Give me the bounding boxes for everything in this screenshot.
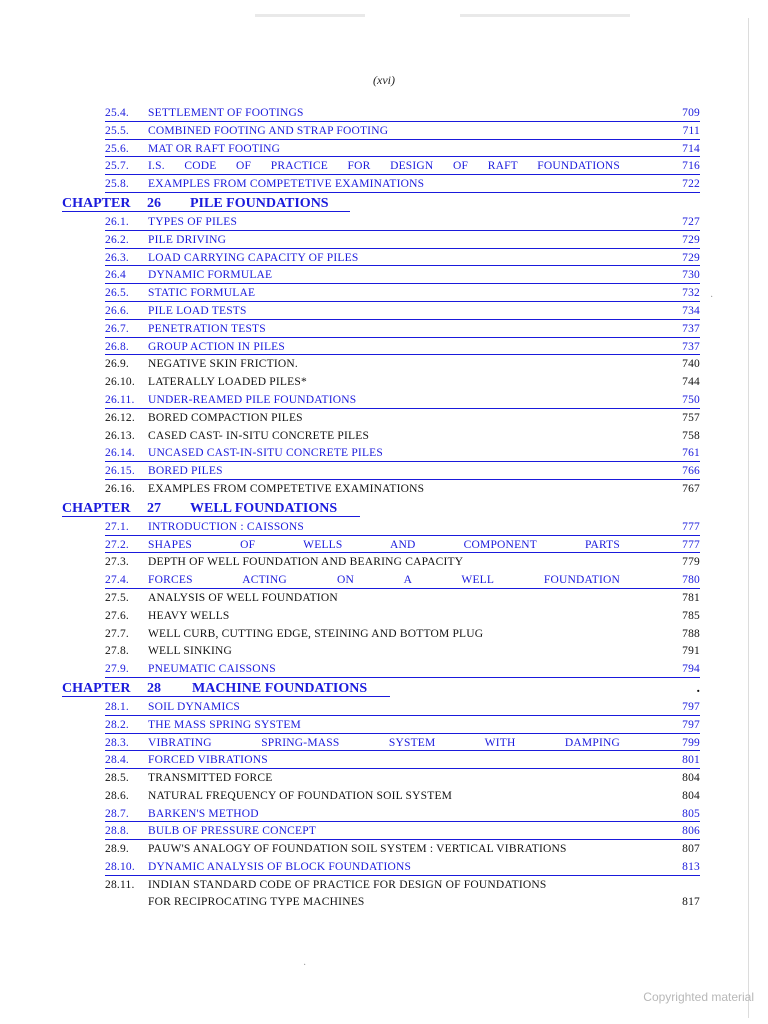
section-title: UNCASED CAST-IN-SITU CONCRETE PILES <box>148 447 383 460</box>
section-number: 28.11. <box>105 878 135 891</box>
section-number: 28.2. <box>105 718 129 731</box>
section-title: PNEUMATIC CAISSONS <box>148 663 276 676</box>
page-ref: 794 <box>682 663 700 676</box>
section-group-26 <box>0 214 768 499</box>
page-ref: 817 <box>682 895 700 908</box>
section-number: 27.7. <box>105 627 129 640</box>
section-number: 26.4 <box>105 269 126 282</box>
section-title: WELL CURB, CUTTING EDGE, STEINING AND BOTTOM PLUG <box>148 627 484 640</box>
scan-speck: · <box>710 292 714 303</box>
toc-link-item[interactable] <box>0 699 768 717</box>
toc-link-item[interactable] <box>0 806 768 824</box>
toc-link-item[interactable] <box>0 717 768 735</box>
toc-link-item[interactable] <box>0 537 768 555</box>
chapter-26-heading[interactable] <box>0 194 768 214</box>
toc-link-item[interactable] <box>0 303 768 321</box>
section-number: 26.15. <box>105 465 135 478</box>
section-title: EXAMPLES FROM COMPETETIVE EXAMINATIONS <box>148 178 425 191</box>
page-ref: 813 <box>682 861 700 874</box>
section-number: 28.5. <box>105 772 129 785</box>
page-ref: 729 <box>682 233 700 246</box>
page-ref: 711 <box>682 124 700 137</box>
section-title: WELL SINKING <box>148 645 233 658</box>
section-number: 27.5. <box>105 591 129 604</box>
section-number: 25.8. <box>105 178 129 191</box>
section-number: 26.8. <box>105 340 129 353</box>
toc-link-item[interactable] <box>0 823 768 841</box>
page-ref: 777 <box>682 538 700 551</box>
page-ref: 804 <box>682 789 700 802</box>
section-number: 26.16. <box>105 482 135 495</box>
section-title: SETTLEMENT OF FOOTINGS <box>148 107 304 119</box>
toc-link-item[interactable] <box>0 519 768 537</box>
page-ref: 780 <box>682 574 700 587</box>
toc-item <box>0 608 768 626</box>
page-ref: 734 <box>682 304 700 317</box>
section-number: 26.10. <box>105 376 135 389</box>
toc-item <box>0 770 768 788</box>
page-ref: 766 <box>682 465 700 478</box>
section-group-25 <box>0 105 768 194</box>
toc-link-item[interactable] <box>0 232 768 250</box>
section-title: THE MASS SPRING SYSTEM <box>148 718 301 731</box>
toc-item <box>0 590 768 608</box>
toc-link-item[interactable] <box>0 392 768 410</box>
section-title: LATERALLY LOADED PILES* <box>148 376 307 389</box>
section-number: 26.5. <box>105 287 129 300</box>
section-number: 26.9. <box>105 358 129 371</box>
section-number: 28.8. <box>105 825 129 838</box>
toc-link-item[interactable] <box>0 339 768 357</box>
chapter-number: 27 <box>147 500 161 516</box>
chapter-27-heading[interactable] <box>0 499 768 519</box>
section-number: 27.1. <box>105 520 129 533</box>
section-title: ANALYSIS OF WELL FOUNDATION <box>148 591 338 604</box>
copyright-watermark: Copyrighted material <box>643 990 754 1004</box>
chapter-number: 28 <box>147 680 161 696</box>
toc-link-item[interactable] <box>0 158 768 176</box>
section-number: 27.9. <box>105 663 129 676</box>
section-title: BORED PILES <box>148 465 223 478</box>
page-ref: 801 <box>682 754 700 767</box>
chapter-underline <box>62 516 360 517</box>
page-ref: 730 <box>682 269 700 282</box>
page-ref: 737 <box>682 340 700 353</box>
chapter-title: WELL FOUNDATIONS <box>190 500 338 516</box>
section-number: 26.11. <box>105 393 135 406</box>
page-number: (xvi) <box>373 73 395 87</box>
toc-item <box>0 626 768 644</box>
section-title: SHAPES OF WELLS AND COMPONENT PARTS <box>148 538 620 551</box>
page-ref: 804 <box>682 772 700 785</box>
toc-link-item[interactable] <box>0 141 768 159</box>
section-title: STATIC FORMULAE <box>148 287 256 300</box>
page-ref: 799 <box>682 736 700 749</box>
section-number: 28.6. <box>105 789 129 802</box>
section-number: 28.9. <box>105 843 129 856</box>
toc-link-item[interactable] <box>0 123 768 141</box>
section-title: MAT OR RAFT FOOTING <box>148 142 281 155</box>
section-title: DYNAMIC FORMULAE <box>148 269 273 282</box>
toc-link-item[interactable] <box>0 105 768 123</box>
toc-item <box>0 481 768 499</box>
toc-item <box>0 410 768 428</box>
section-title: UNDER-REAMED PILE FOUNDATIONS <box>148 393 357 406</box>
section-title: HEAVY WELLS <box>148 609 230 622</box>
chapter-underline <box>62 696 390 697</box>
chapter-title: PILE FOUNDATIONS <box>190 195 329 211</box>
section-number: 28.7. <box>105 807 129 820</box>
toc-link-item[interactable] <box>0 285 768 303</box>
page-ref: 767 <box>682 482 700 495</box>
section-title: SOIL DYNAMICS <box>148 700 240 713</box>
toc-item <box>0 374 768 392</box>
section-title: LOAD CARRYING CAPACITY OF PILES <box>148 251 359 264</box>
toc-item <box>0 841 768 859</box>
section-title: NATURAL FREQUENCY OF FOUNDATION SOIL SYSTEM <box>148 789 453 802</box>
toc-item <box>0 428 768 446</box>
section-title: INTRODUCTION : CAISSONS <box>148 520 305 533</box>
toc-link-item[interactable] <box>0 752 768 770</box>
toc-link-item[interactable] <box>0 214 768 232</box>
section-title: FORCES ACTING ON A WELL FOUNDATION <box>148 574 620 587</box>
toc-link-item[interactable] <box>0 250 768 268</box>
scan-smudge <box>460 14 630 17</box>
page-ref: 797 <box>682 718 700 731</box>
page-ref: 744 <box>682 376 700 389</box>
toc-item <box>0 788 768 806</box>
section-title: VIBRATING SPRING-MASS SYSTEM WITH DAMPING <box>148 736 620 749</box>
section-number: 27.8. <box>105 645 129 658</box>
page-ref: 761 <box>682 447 700 460</box>
section-number: 25.6. <box>105 142 129 155</box>
section-number: 28.4. <box>105 754 129 767</box>
section-number: 28.10. <box>105 861 135 874</box>
section-number: 27.2. <box>105 538 129 551</box>
page-ref: 729 <box>682 251 700 264</box>
section-number: 25.5. <box>105 124 129 137</box>
section-title-line: INDIAN STANDARD CODE OF PRACTICE FOR DESIGN OF FOUNDATIONS <box>148 878 547 891</box>
section-title: DEPTH OF WELL FOUNDATION AND BEARING CAPACITY <box>148 556 464 569</box>
page-ref: 740 <box>682 358 700 371</box>
page-ref: 785 <box>682 609 700 622</box>
toc-item <box>0 554 768 572</box>
toc-item <box>0 643 768 661</box>
toc-link-item[interactable] <box>0 463 768 481</box>
section-number: 26.2. <box>105 233 129 246</box>
section-title: GROUP ACTION IN PILES <box>148 340 285 353</box>
page-ref: 732 <box>682 287 700 300</box>
page-ref: 788 <box>682 627 700 640</box>
section-title: EXAMPLES FROM COMPETETIVE EXAMINATIONS <box>148 482 425 495</box>
scan-speck: · <box>303 960 307 971</box>
section-title: DYNAMIC ANALYSIS OF BLOCK FOUNDATIONS <box>148 861 412 874</box>
section-number: 27.4. <box>105 574 129 587</box>
table-of-contents <box>0 105 768 911</box>
section-number: 25.7. <box>105 160 129 173</box>
section-title: BULB OF PRESSURE CONCEPT <box>148 825 317 838</box>
section-title <box>148 877 547 911</box>
section-title: COMBINED FOOTING AND STRAP FOOTING <box>148 124 389 137</box>
section-title: I.S. CODE OF PRACTICE FOR DESIGN OF RAFT FOUNDATIONS <box>148 160 620 173</box>
page-ref: 714 <box>682 142 700 155</box>
page-ref: 757 <box>682 411 700 424</box>
section-number: 26.13. <box>105 429 135 442</box>
chapter-dot: . <box>696 680 700 696</box>
chapter-label: CHAPTER <box>62 500 131 516</box>
section-title: PILE DRIVING <box>148 233 227 246</box>
section-number: 27.6. <box>105 609 129 622</box>
page-ref: 781 <box>682 591 700 604</box>
section-title: CASED CAST- IN-SITU CONCRETE PILES <box>148 429 370 442</box>
page-ref: 709 <box>682 107 700 119</box>
section-number: 26.6. <box>105 304 129 317</box>
section-group-27 <box>0 519 768 679</box>
page-ref: 722 <box>682 178 700 191</box>
page-ref: 758 <box>682 429 700 442</box>
section-number: 28.3. <box>105 736 129 749</box>
toc-link-item[interactable] <box>0 661 768 679</box>
toc-link-item[interactable] <box>0 321 768 339</box>
section-number: 28.1. <box>105 700 129 713</box>
chapter-title: MACHINE FOUNDATIONS <box>192 680 368 696</box>
section-title: PILE LOAD TESTS <box>148 304 247 317</box>
toc-link-item[interactable] <box>0 735 768 753</box>
chapter-number: 26 <box>147 195 161 211</box>
section-group-28 <box>0 699 768 911</box>
section-number: 26.12. <box>105 411 135 424</box>
chapter-label: CHAPTER <box>62 195 131 211</box>
section-title: PAUW'S ANALOGY OF FOUNDATION SOIL SYSTEM : VERTICAL VIBRATIONS <box>148 843 567 856</box>
page-ref: 807 <box>682 843 700 856</box>
chapter-underline <box>62 211 350 212</box>
page-ref: 779 <box>682 556 700 569</box>
section-title: PENETRATION TESTS <box>148 322 266 335</box>
toc-link-item[interactable] <box>0 267 768 285</box>
toc-item <box>0 877 768 911</box>
section-number: 26.7. <box>105 322 129 335</box>
page-ref: 777 <box>682 520 700 533</box>
page-ref: 797 <box>682 700 700 713</box>
section-title: BARKEN'S METHOD <box>148 807 259 820</box>
page-ref: 805 <box>682 807 700 820</box>
toc-link-item[interactable] <box>0 176 768 194</box>
chapter-label: CHAPTER <box>62 680 131 696</box>
section-title: FORCED VIBRATIONS <box>148 754 268 767</box>
section-title: NEGATIVE SKIN FRICTION. <box>148 358 298 371</box>
page-ref: 791 <box>682 645 700 658</box>
section-number: 26.14. <box>105 447 135 460</box>
page-ref: 727 <box>682 215 700 228</box>
section-number: 25.4. <box>105 107 129 119</box>
toc-link-item[interactable] <box>0 572 768 590</box>
chapter-28-heading[interactable] <box>0 679 768 699</box>
page-ref: 737 <box>682 322 700 335</box>
section-number: 26.1. <box>105 215 129 228</box>
section-title: TRANSMITTED FORCE <box>148 772 273 785</box>
page-ref: 806 <box>682 825 700 838</box>
toc-link-item[interactable] <box>0 859 768 877</box>
toc-item <box>0 356 768 374</box>
page-ref: 716 <box>682 160 700 173</box>
toc-link-item[interactable] <box>0 445 768 463</box>
section-title-line: FOR RECIPROCATING TYPE MACHINES <box>148 895 365 908</box>
section-number: 27.3. <box>105 556 129 569</box>
scan-smudge <box>255 14 365 17</box>
section-number: 26.3. <box>105 251 129 264</box>
section-title: BORED COMPACTION PILES <box>148 411 303 424</box>
section-title: TYPES OF PILES <box>148 215 238 228</box>
page-ref: 750 <box>682 393 700 406</box>
